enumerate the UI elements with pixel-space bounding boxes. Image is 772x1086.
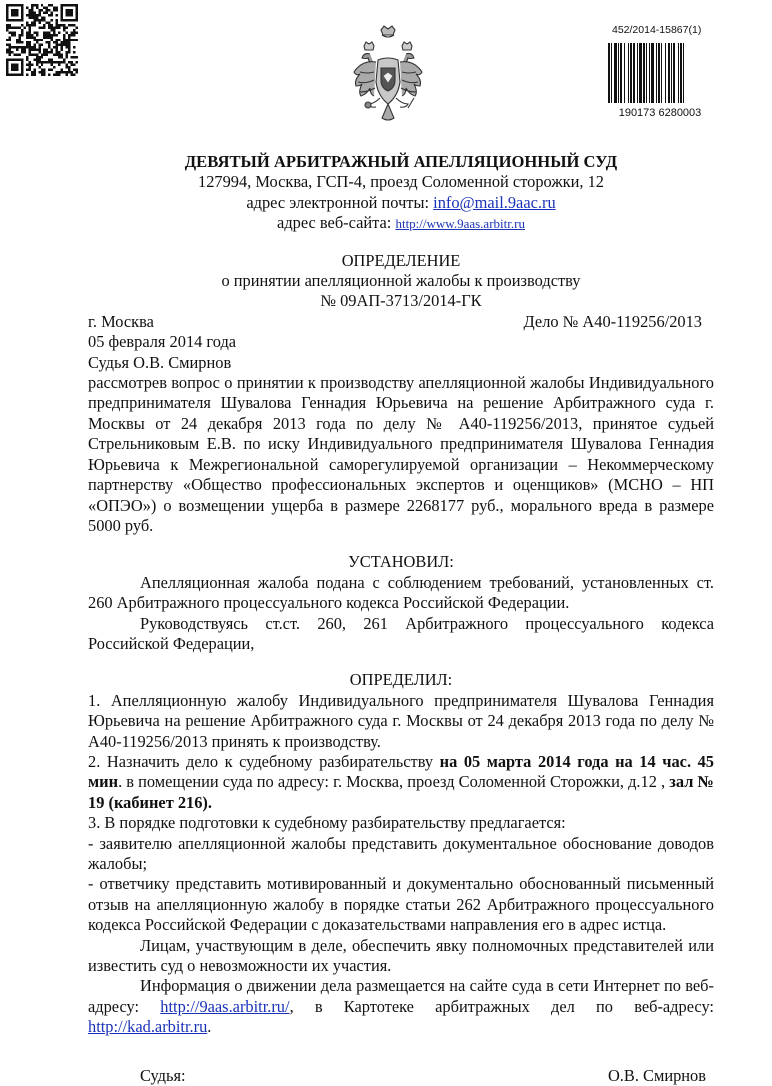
info-text-2: , в Картотеке арбитражных дел по веб-адресу: bbox=[289, 996, 714, 1016]
established-heading: УСТАНОВИЛ: bbox=[348, 552, 454, 572]
info-text: Информация о движении дела размещается на сайте суда в сети Интернет по веб-адресу: bbox=[88, 976, 714, 1016]
site-label: адрес веб-сайта: bbox=[277, 213, 396, 233]
date: 05 февраля 2014 года bbox=[88, 332, 237, 352]
barcode bbox=[606, 41, 714, 119]
info-end: . bbox=[207, 1017, 212, 1037]
document-title: ОПРЕДЕЛЕНИЕ bbox=[341, 250, 461, 270]
court-site-line bbox=[88, 213, 714, 234]
city: г. Москва bbox=[88, 311, 154, 331]
info-paragraph bbox=[88, 976, 714, 1037]
established-paragraph-1: Апелляционная жалоба подана с соблюдением требований, установленных ст. 260 Арбитражного процессуального кодекса Российской Федерации. bbox=[88, 572, 714, 613]
hearing-room: зал № 19 (кабинет 216). bbox=[88, 772, 714, 812]
document-number-line: № 09АП-3713/2014-ГК bbox=[320, 291, 482, 311]
established-paragraph-2: Руководствуясь ст.ст. 260, 261 Арбитражного процессуального кодекса Российской Федерации, bbox=[88, 613, 714, 653]
court-email-line bbox=[88, 193, 714, 213]
kad-link[interactable]: http://kad.arbitr.ru bbox=[88, 1017, 208, 1037]
signature-row bbox=[88, 1066, 714, 1086]
item-2-address: . в помещении суда по адресу: г. Москва, проезд Соломенной Сторожки, д.12 , bbox=[118, 772, 670, 792]
email-link[interactable]: info@mail.9aac.ru bbox=[433, 192, 556, 212]
site-link[interactable]: http://www.9aas.arbitr.ru bbox=[395, 216, 525, 232]
signature-name: О.В. Смирнов bbox=[607, 1065, 706, 1085]
hearing-datetime: на 05 марта 2014 года на 14 час. 45 мин bbox=[88, 751, 714, 792]
document-number: 452/2014-15867(1) bbox=[612, 24, 702, 36]
decided-item-3b: - ответчику представить мотивированный и документально обоснованный письменный отзыв на апелляционную жалобу в порядке статьи 262 Арбитражного процессуального кодекса Российской Федерации с доказательствами направления его в адрес истца. bbox=[88, 874, 714, 935]
case-number: Дело № А40-119256/2013 bbox=[523, 311, 702, 331]
barcode-digits: 190173 6280003 bbox=[618, 107, 702, 119]
decided-item-1: 1. Апелляционную жалобу Индивидуального предпринимателя Шувалова Геннадия Юрьевича на решение Арбитражного суда г. Москвы от 24 декабря 2013 года по делу № А40-119256/2013 принять к производству. bbox=[88, 690, 714, 751]
qr-code bbox=[6, 4, 78, 76]
decided-item-3a: - заявителю апелляционной жалобы представить документальное обоснование доводов жалобы; bbox=[88, 833, 714, 873]
decided-item-2 bbox=[88, 752, 714, 813]
parties-paragraph: Лицам, участвующим в деле, обеспечить явку полномочных представителей или известить суд о невозможности их участия. bbox=[88, 935, 714, 976]
email-label: адрес электронной почты: bbox=[246, 192, 434, 212]
intro-paragraph: рассмотрев вопрос о принятии к производству апелляционной жалобы Индивидуального предпринимателя Шувалова Геннадия Юрьевича на решение Арбитражного суда г. Москвы от 24 декабря 2013 года по делу № А40-119256/2013, принятое судьей Стрельниковым Е.В. по иску Индивидуального предпринимателя Шувалова Геннадия Юрьевича к Межрегиональной саморегулируемой организации – Некоммерческому партнерству «Общество профессиональных экспертов и оценщиков» (МСНО – НП «ОПЭО») о возмещении ущерба в размере 2268177 руб., морального вреда в размере 5000 руб. bbox=[88, 373, 714, 535]
court-name: ДЕВЯТЫЙ АРБИТРАЖНЫЙ АПЕЛЛЯЦИОННЫЙ СУД bbox=[184, 152, 618, 171]
item-2-text: 2. Назначить дело к судебному разбирательству bbox=[88, 751, 440, 771]
court-site-link[interactable]: http://9aas.arbitr.ru/ bbox=[160, 996, 290, 1016]
judge: Судья О.В. Смирнов bbox=[88, 352, 232, 372]
decided-item-3: 3. В порядке подготовки к судебному разбирательству предлагается: bbox=[88, 813, 566, 833]
document-body bbox=[88, 152, 714, 1086]
meta-row bbox=[88, 312, 714, 332]
document-subtitle: о принятии апелляционной жалобы к производству bbox=[221, 271, 581, 291]
court-address: 127994, Москва, ГСП-4, проезд Соломенной сторожки, 12 bbox=[198, 172, 604, 192]
coat-of-arms-icon bbox=[350, 24, 426, 136]
decided-heading: ОПРЕДЕЛИЛ: bbox=[349, 670, 453, 690]
signature-label: Судья: bbox=[140, 1065, 186, 1085]
